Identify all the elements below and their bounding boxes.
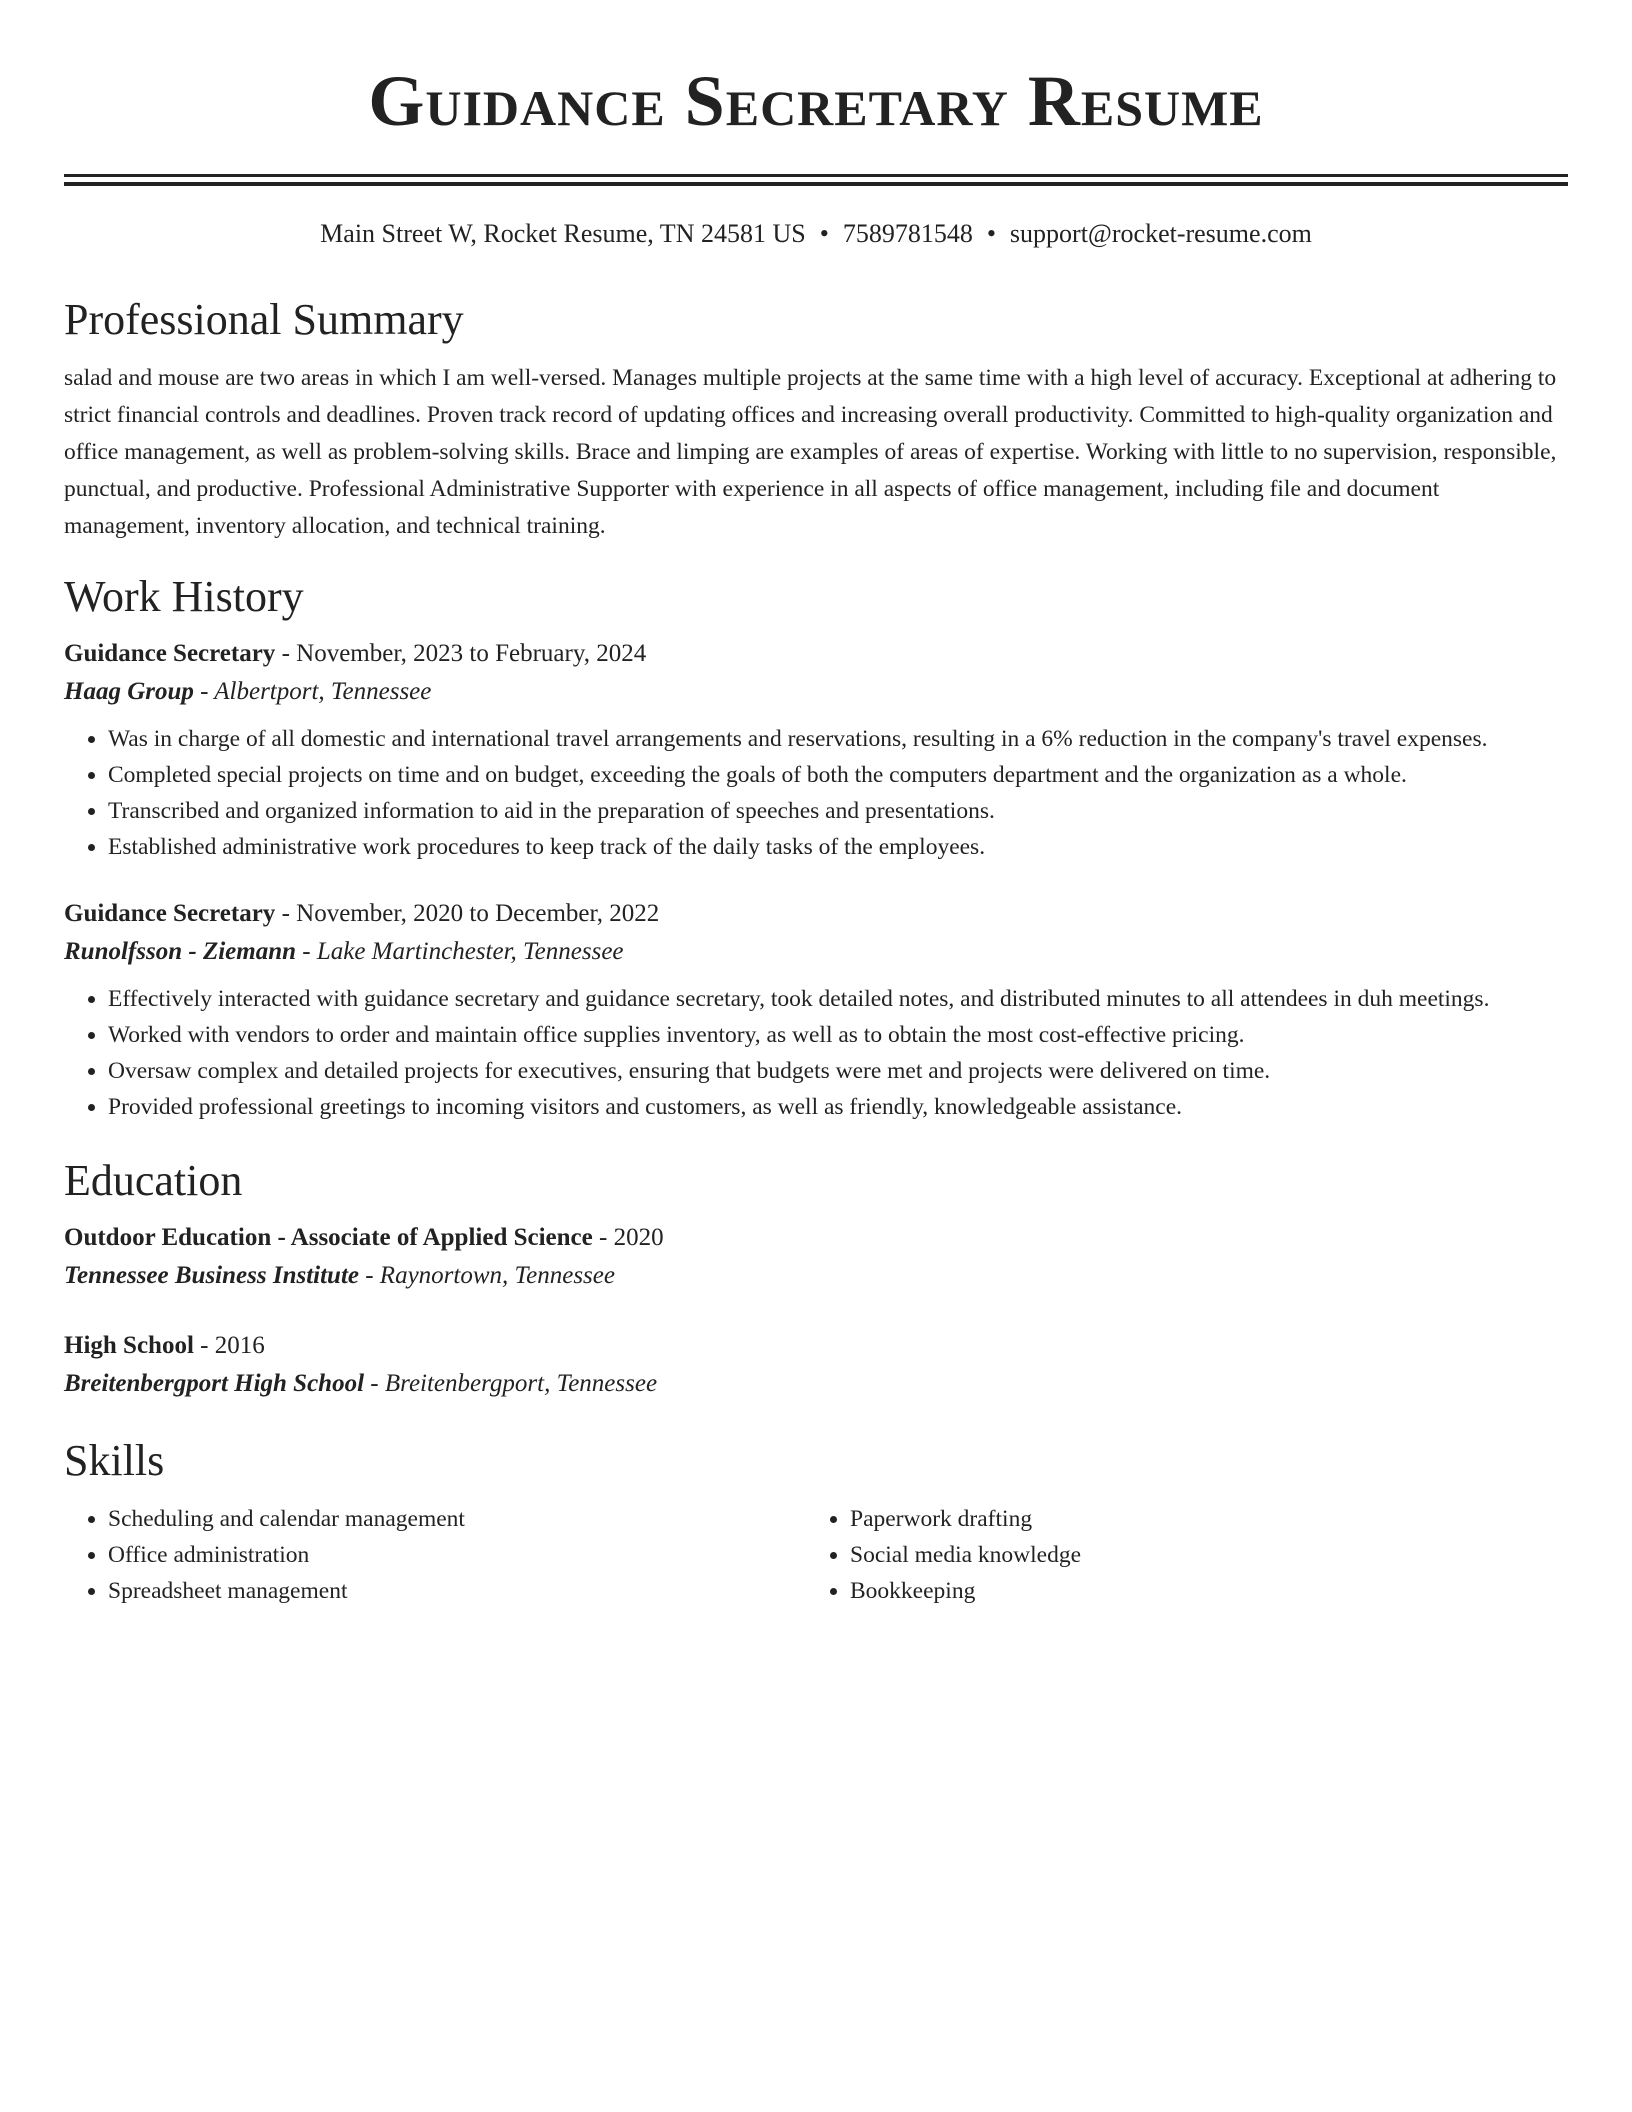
education-school-line <box>64 1365 1568 1403</box>
job-entry <box>64 895 1568 1125</box>
skills-grid <box>64 1501 1568 1609</box>
work-history-heading: Work History <box>64 572 304 621</box>
job-company: Runolfsson - Ziemann <box>64 938 297 965</box>
education-entry <box>64 1219 1568 1295</box>
list-item: • Scheduling and calendar management <box>108 1501 806 1537</box>
education-school: Tennessee Business Institute <box>64 1262 359 1289</box>
skills-heading: Skills <box>64 1436 165 1485</box>
skills-column-left <box>64 1501 806 1609</box>
list-item: • Provided professional greetings to incoming visitors and customers, as well as friendly, knowledgeable assistance. <box>108 1089 1568 1125</box>
list-item: • Worked with vendors to order and maintain office supplies inventory, as well as to obtain the most cost-effective pricing. <box>108 1017 1568 1053</box>
list-item: • Spreadsheet management <box>108 1573 806 1609</box>
list-item: • Oversaw complex and detailed projects for executives, ensuring that budgets were met and projects were delivered on time. <box>108 1053 1568 1089</box>
job-title: Guidance Secretary <box>64 640 276 667</box>
job-bullets <box>64 981 1568 1125</box>
education-location: - Raynortown, Tennessee <box>358 1262 615 1289</box>
education-location: - Breitenbergport, Tennessee <box>364 1370 658 1397</box>
list-item: • Office administration <box>108 1537 806 1573</box>
education-heading: Education <box>64 1156 243 1205</box>
list-item: • Social media knowledge <box>850 1537 1548 1573</box>
skills-column-right <box>806 1501 1548 1609</box>
education-degree: Outdoor Education - Associate of Applied Science <box>64 1224 593 1251</box>
summary-heading: Professional Summary <box>64 295 464 344</box>
education-degree: High School <box>64 1332 194 1359</box>
job-location: - Lake Martinchester, Tennessee <box>296 938 624 965</box>
education-year: - 2016 <box>193 1332 265 1359</box>
education-header <box>64 1327 1568 1365</box>
contact-line <box>64 216 1568 252</box>
list-item: • Established administrative work procedures to keep track of the daily tasks of the employees. <box>108 829 1568 865</box>
work-history-section <box>64 569 1568 1125</box>
education-school: Breitenbergport High School <box>64 1370 365 1397</box>
job-location: - Albertport, Tennessee <box>193 678 432 705</box>
summary-section <box>64 292 1568 545</box>
job-header <box>64 635 1568 673</box>
skills-list <box>64 1501 806 1609</box>
education-year: - 2020 <box>592 1224 664 1251</box>
education-header <box>64 1219 1568 1257</box>
job-company: Haag Group <box>64 678 194 705</box>
education-section <box>64 1153 1568 1403</box>
title-divider <box>64 174 1568 186</box>
job-bullets <box>64 721 1568 865</box>
list-item: • Was in charge of all domestic and international travel arrangements and reservations, resulting in a 6% reduction in the company's travel expenses. <box>108 721 1568 757</box>
skills-list <box>806 1501 1548 1609</box>
contact-address: Main Street W, Rocket Resume, TN 24581 US <box>320 219 806 248</box>
job-header <box>64 895 1568 933</box>
job-dates: - November, 2020 to December, 2022 <box>275 900 660 927</box>
job-title: Guidance Secretary <box>64 900 276 927</box>
job-dates: - November, 2023 to February, 2024 <box>275 640 647 667</box>
list-item: • Bookkeeping <box>850 1573 1548 1609</box>
education-school-line <box>64 1257 1568 1295</box>
summary-text: salad and mouse are two areas in which I am well-versed. Manages multiple projects at the same time with a high level of accuracy. Exceptional at adhering to strict financial controls and deadlines. Proven track record of updating offices and increasing overall productivity. Committed to high-quality organization and office management, as well as problem-solving skills. Brace and limping are examples of areas of expertise. Working with little to no supervision, responsible, punctual, and productive. Professional Administrative Supporter with experience in all aspects of office management, including file and document management, inventory allocation, and technical training. <box>64 365 1557 539</box>
contact-email: support@rocket-resume.com <box>1009 219 1312 248</box>
job-company-line <box>64 933 1568 971</box>
job-entry <box>64 635 1568 865</box>
list-item: • Completed special projects on time and on budget, exceeding the goals of both the computers department and the organization as a whole. <box>108 757 1568 793</box>
contact-separator: • <box>819 219 829 248</box>
list-item: • Transcribed and organized information to aid in the preparation of speeches and presentations. <box>108 793 1568 829</box>
resume-title: Guidance Secretary Resume <box>368 61 1264 141</box>
contact-separator: • <box>986 219 996 248</box>
list-item: • Paperwork drafting <box>850 1501 1548 1537</box>
list-item: • Effectively interacted with guidance secretary and guidance secretary, took detailed notes, and distributed minutes to all attendees in duh meetings. <box>108 981 1568 1017</box>
job-company-line <box>64 673 1568 711</box>
education-entry <box>64 1327 1568 1403</box>
contact-phone: 7589781548 <box>842 219 973 248</box>
skills-section <box>64 1433 1568 1609</box>
